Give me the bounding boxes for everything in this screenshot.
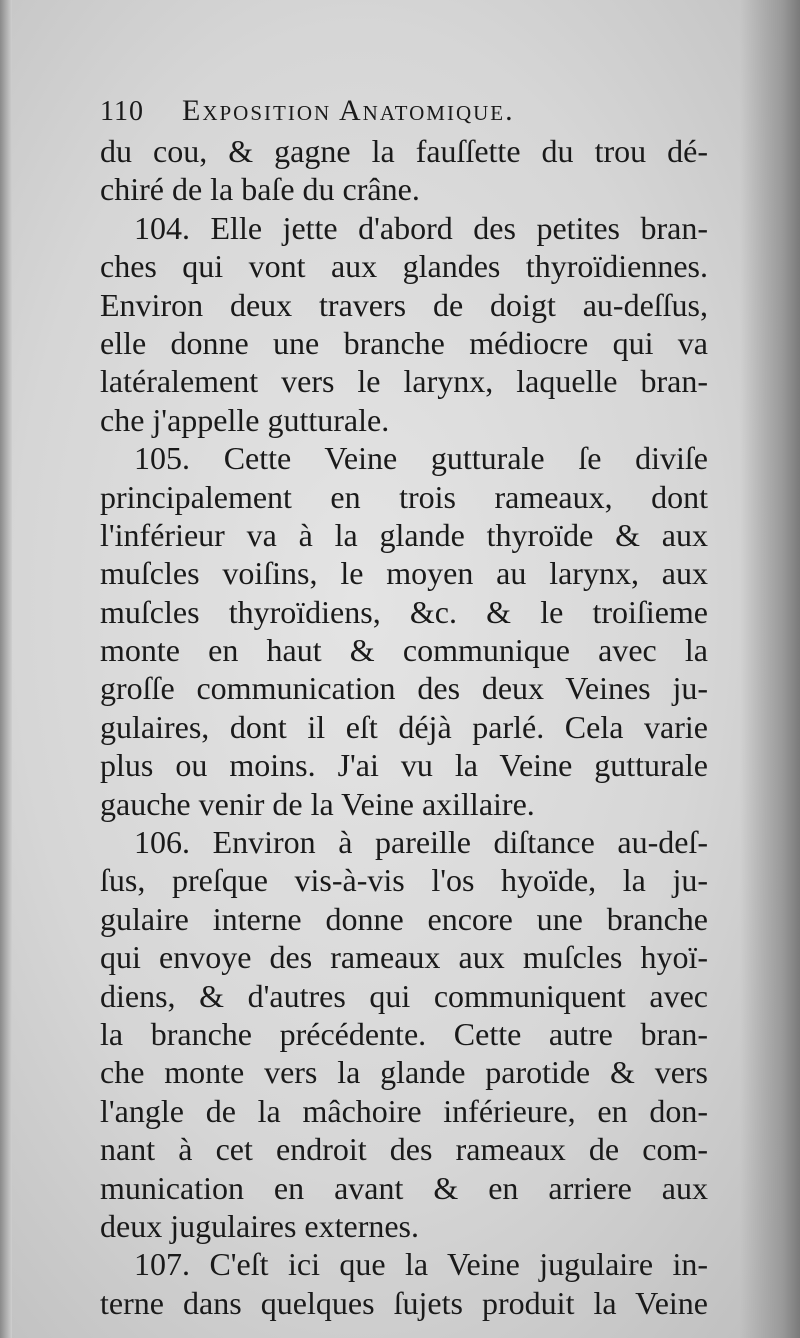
text-line: du cou, & gagne la fauſſette du trou dé- (100, 133, 708, 169)
text-line: qui envoye des rameaux aux muſcles hyoï- (100, 939, 708, 976)
text-line: chiré de la baſe du crâne. (100, 171, 420, 208)
text-line: muſcles voiſins, le moyen au larynx, aux (100, 555, 708, 592)
running-title: Exposition Anatomique. (182, 94, 515, 127)
page-gutter-shadow (0, 0, 12, 1338)
text-line: che j'appelle gutturale. (100, 401, 390, 438)
page-edge-shadow (740, 0, 800, 1338)
text-line: gauche venir de la Veine axillaire. (100, 785, 535, 822)
text-line: 106. Environ à pareille diſtance au-deſ- (134, 824, 708, 861)
text-line: la branche précédente. Cette autre bran- (100, 1015, 708, 1052)
text-line: nant à cet endroit des rameaux de com- (100, 1131, 708, 1168)
running-head (100, 92, 708, 132)
text-line: 107. C'eſt ici que la Veine jugulaire in- (134, 1246, 708, 1283)
text-line: gulaire interne donne encore une branche (100, 900, 708, 937)
text-line: munication en avant & en arriere aux (100, 1169, 708, 1206)
text-line: diens, & d'autres qui communiquent avec (100, 977, 708, 1014)
text-line: l'inférieur va à la glande thyroïde & aux (100, 516, 708, 553)
text-line: Environ deux travers de doigt au-deſſus, (100, 286, 708, 323)
text-line: latéralement vers le larynx, laquelle bran- (100, 363, 708, 400)
text-line: ches qui vont aux glandes thyroïdiennes. (100, 248, 708, 285)
text-line: deux jugulaires externes. (100, 1207, 419, 1244)
text-line: elle donne une branche médiocre qui va (100, 324, 708, 361)
body-text (100, 132, 708, 1322)
text-line: che monte vers la glande parotide & vers (100, 1054, 708, 1091)
page-text (100, 92, 708, 1322)
text-line: groſſe communication des deux Veines ju- (100, 670, 708, 707)
text-line: principalement en trois rameaux, dont (100, 478, 708, 515)
text-line: l'angle de la mâchoire inférieure, en don- (100, 1092, 708, 1129)
text-line: terne dans quelques ſujets produit la Veine (100, 1284, 708, 1321)
text-line: plus ou moins. J'ai vu la Veine gutturale (100, 747, 708, 784)
text-line: ſus, preſque vis-à-vis l'os hyoïde, la ju- (100, 862, 708, 899)
text-line: gulaires, dont il eſt déjà parlé. Cela varie (100, 708, 708, 745)
text-line: 104. Elle jette d'abord des petites bran- (134, 209, 708, 246)
text-line: monte en haut & communique avec la (100, 632, 708, 669)
page-number: 110 (100, 96, 144, 127)
text-line: muſcles thyroïdiens, &c. & le troiſieme (100, 593, 708, 630)
text-line: 105. Cette Veine gutturale ſe diviſe (134, 440, 708, 477)
